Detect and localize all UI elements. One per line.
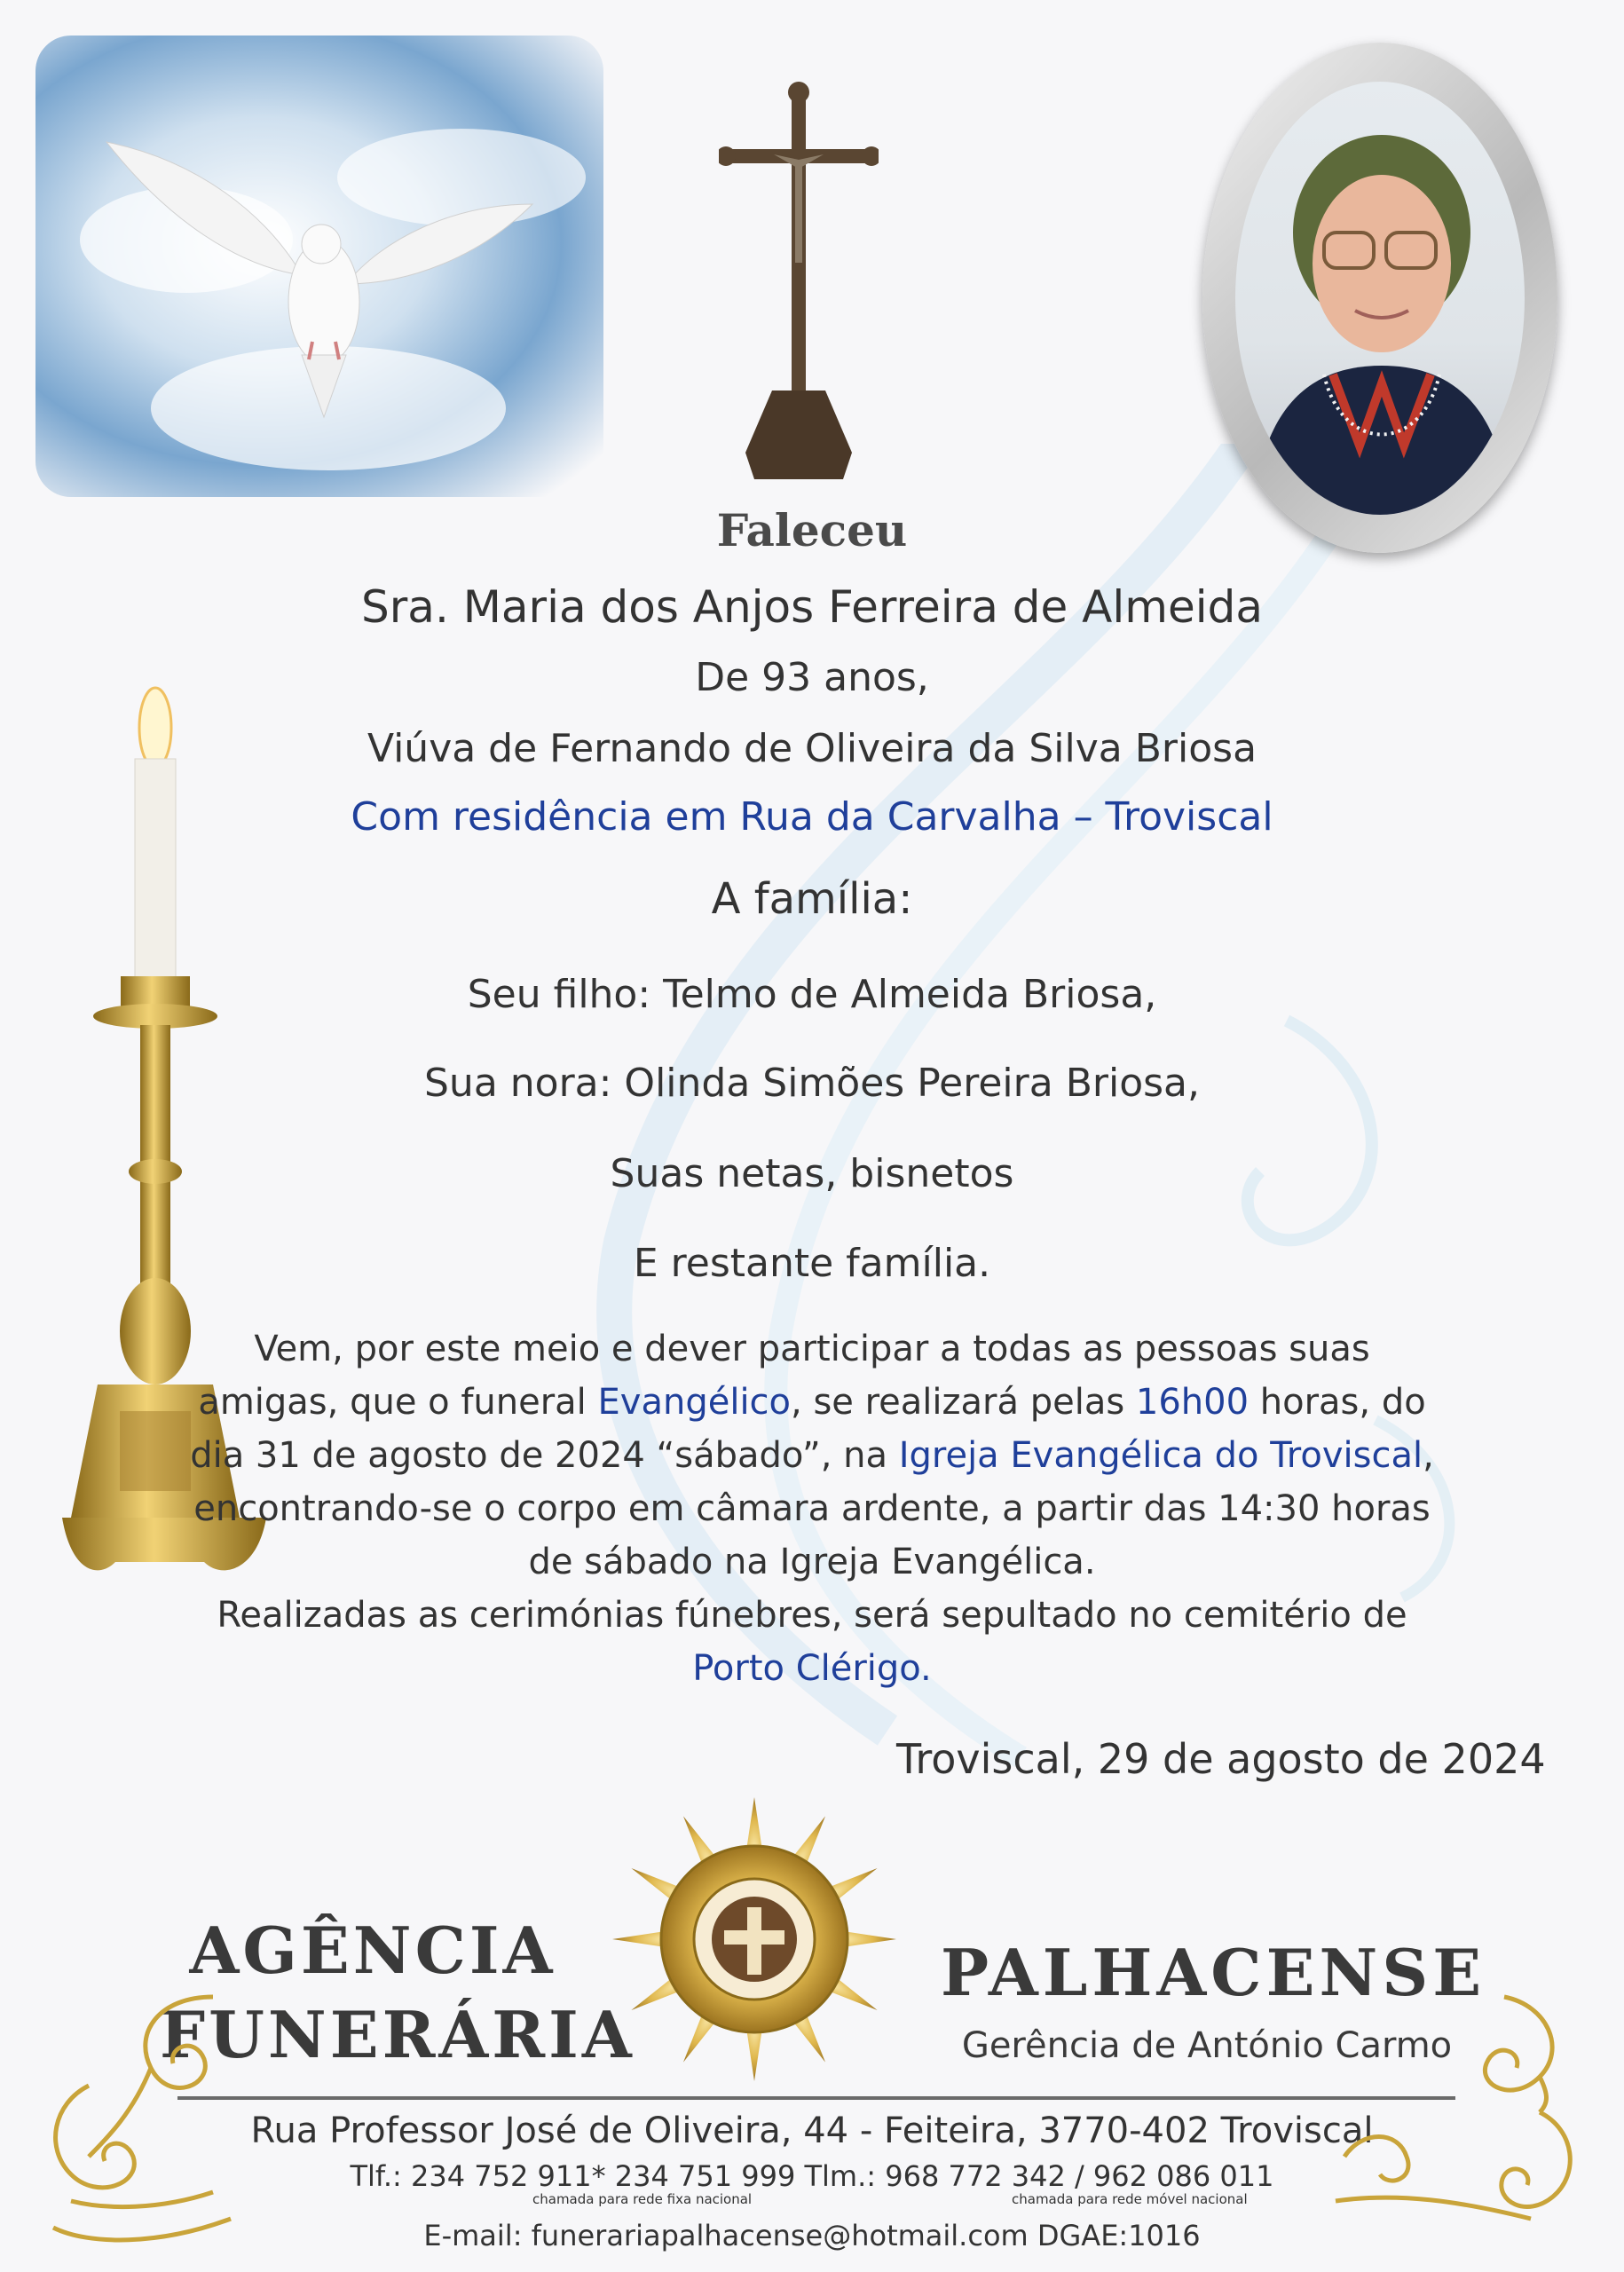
family-member-line: Seu filho: Telmo de Almeida Briosa, <box>467 972 1157 1017</box>
announcement-line: Vem, por este meio e dever participar a todas as pessoas suas <box>254 1329 1370 1369</box>
residence-line: Com residência em Rua da Carvalha – Troviscal <box>351 794 1273 840</box>
cemetery-name: Porto Clérigo. <box>692 1648 932 1689</box>
agency-name-line: FUNERÁRIA <box>160 1997 635 2072</box>
agency-address: Rua Professor José de Oliveira, 44 - Feiteira, 3770-402 Troviscal <box>250 2110 1374 2151</box>
footer-divider <box>177 2096 1455 2100</box>
family-heading: A família: <box>711 874 913 924</box>
portrait-photo <box>1235 82 1525 515</box>
announcement-line: dia 31 de agosto de 2024 “sábado”, na Igreja Evangélica do Troviscal, <box>190 1435 1434 1476</box>
ornament-right <box>1327 1979 1584 2245</box>
family-member-line: Suas netas, bisnetos <box>610 1151 1014 1196</box>
date-place: Troviscal, 29 de agosto de 2024 <box>896 1735 1546 1783</box>
agency-name-line: PALHACENSE <box>941 1935 1486 2010</box>
agency-management: Gerência de António Carmo <box>961 2025 1453 2066</box>
ornament-left <box>35 1979 240 2245</box>
funeral-time: 16h00 <box>1135 1382 1250 1423</box>
crucifix-icon <box>719 80 879 479</box>
phone-note-fixed: chamada para rede fixa nacional <box>532 2191 753 2207</box>
dove-in-sky-image <box>35 36 603 497</box>
announcement-line: amigas, que o funeral Evangélico, se realizará pelas 16h00 horas, do <box>198 1382 1426 1423</box>
announcement-line: encontrando-se o corpo em câmara ardente, a partir das 14:30 horas <box>193 1488 1431 1529</box>
widow-line: Viúva de Fernando de Oliveira da Silva Briosa <box>367 726 1257 771</box>
agency-name-line: AGÊNCIA <box>189 1913 556 1988</box>
family-member-line: E restante família. <box>633 1241 991 1286</box>
church-name: Igreja Evangélica do Troviscal <box>898 1435 1423 1476</box>
family-member-line: Sua nora: Olinda Simões Pereira Briosa, <box>424 1061 1200 1106</box>
agency-emblem-icon <box>608 1793 901 2086</box>
announcement-line: de sábado na Igreja Evangélica. <box>528 1542 1096 1582</box>
agency-phones: Tlf.: 234 752 911* 234 751 999 Tlm.: 968 772 342 / 962 086 011 <box>350 2159 1274 2193</box>
announcement-line: Realizadas as cerimónias fúnebres, será sepultado no cemitério de <box>217 1595 1407 1636</box>
agency-email: E-mail: funerariapalhacense@hotmail.com DGAE:1016 <box>423 2219 1201 2252</box>
age-line: De 93 anos, <box>695 655 929 700</box>
funeral-type: Evangélico <box>597 1382 792 1423</box>
notice-heading: Faleceu <box>716 504 908 556</box>
phone-note-mobile: chamada para rede móvel nacional <box>1012 2191 1248 2207</box>
deceased-name: Sra. Maria dos Anjos Ferreira de Almeida <box>361 581 1263 633</box>
